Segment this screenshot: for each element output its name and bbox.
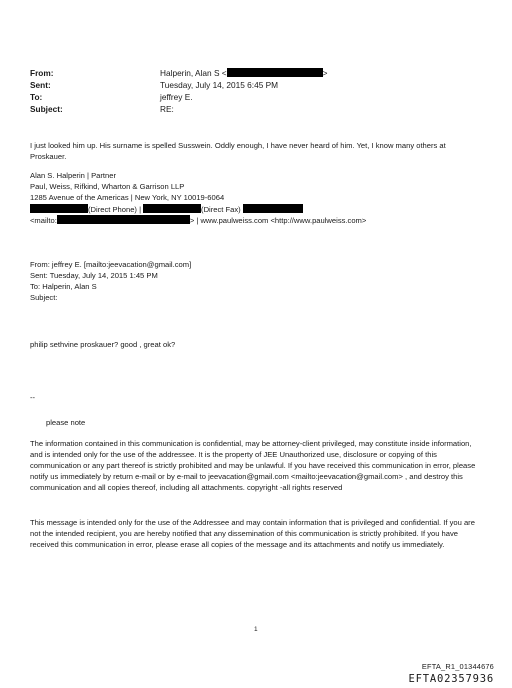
disclaimer-paragraph-2: This message is intended only for the use of the Addressee and may contain information that is privileged and confidential. If you are not the intended recipient, you are hereby notified that any dissemination of this communication is strictly prohibited. If you have received this communication in error, please erase all copies of the message and its attachments and notify us immediately. <box>30 518 475 549</box>
quoted-subject: Subject: <box>30 293 58 302</box>
subject-label: Subject: <box>30 104 63 114</box>
signature-links <box>30 215 366 226</box>
quoted-sent: Sent: Tuesday, July 14, 2015 1:45 PM <box>30 271 158 280</box>
redaction-box <box>30 204 88 213</box>
separator: -- <box>30 393 36 402</box>
bates-number-1: EFTA_R1_01344676 <box>421 662 494 671</box>
redaction-box <box>57 215 190 224</box>
from-value <box>160 68 328 78</box>
signature-firm: Paul, Weiss, Rifkind, Wharton & Garrison LLP <box>30 182 185 191</box>
direct-phone-label: (Direct Phone) | <box>88 205 142 214</box>
redaction-box <box>243 204 303 213</box>
from-name: Halperin, Alan S < <box>160 68 227 78</box>
website-link[interactable]: > | www.paulweiss.com <http://www.paulweiss.com> <box>189 216 367 225</box>
from-close: > <box>322 68 328 78</box>
sent-value: Tuesday, July 14, 2015 6:45 PM <box>160 80 279 90</box>
page-number: 1 <box>254 626 258 633</box>
body-paragraph: I just looked him up. His surname is spelled Susswein. Oddly enough, I have never heard of him. Yet, I know many others at Proskauer. <box>30 141 446 161</box>
from-label: From: <box>30 68 54 78</box>
quoted-from: From: jeffrey E. [mailto:jeevacation@gmail.com] <box>30 260 192 269</box>
to-label: To: <box>30 92 43 102</box>
redaction-box <box>227 68 323 77</box>
bates-number-2: EFTA02357936 <box>408 673 494 685</box>
signature-phone-fax <box>30 204 303 215</box>
quoted-to: To: Halperin, Alan S <box>30 282 97 291</box>
disclaimer-paragraph-1: The information contained in this communication is confidential, may be attorney-client privileged, may constitute inside information, and is intended only for the use of the addressee. It is the property of JEE Unauthorized use, disclosure or copying of this communication or any part thereof is strictly prohibited and may be unlawful. If you have received this communication in error, please notify us immediately by return e-mail or by e-mail to jeevacation@gmail.com <mailto:jeevacation@gmail.com> , and destroy this communication and all copies thereof, including all attachments. copyright -all rights reserved <box>30 439 476 492</box>
redaction-box <box>143 204 201 213</box>
signature-address: 1285 Avenue of the Americas | New York, NY 10019-6064 <box>30 193 225 202</box>
mailto-text: <mailto: <box>30 216 57 225</box>
sent-label: Sent: <box>30 80 51 90</box>
signature-name: Alan S. Halperin | Partner <box>30 171 116 180</box>
please-note: please note <box>46 418 86 427</box>
subject-value: RE: <box>160 104 174 114</box>
direct-fax-label: (Direct Fax) <box>201 205 241 214</box>
quoted-message: philip sethvine proskauer? good , great ok? <box>30 340 176 349</box>
to-value: jeffrey E. <box>160 92 193 102</box>
